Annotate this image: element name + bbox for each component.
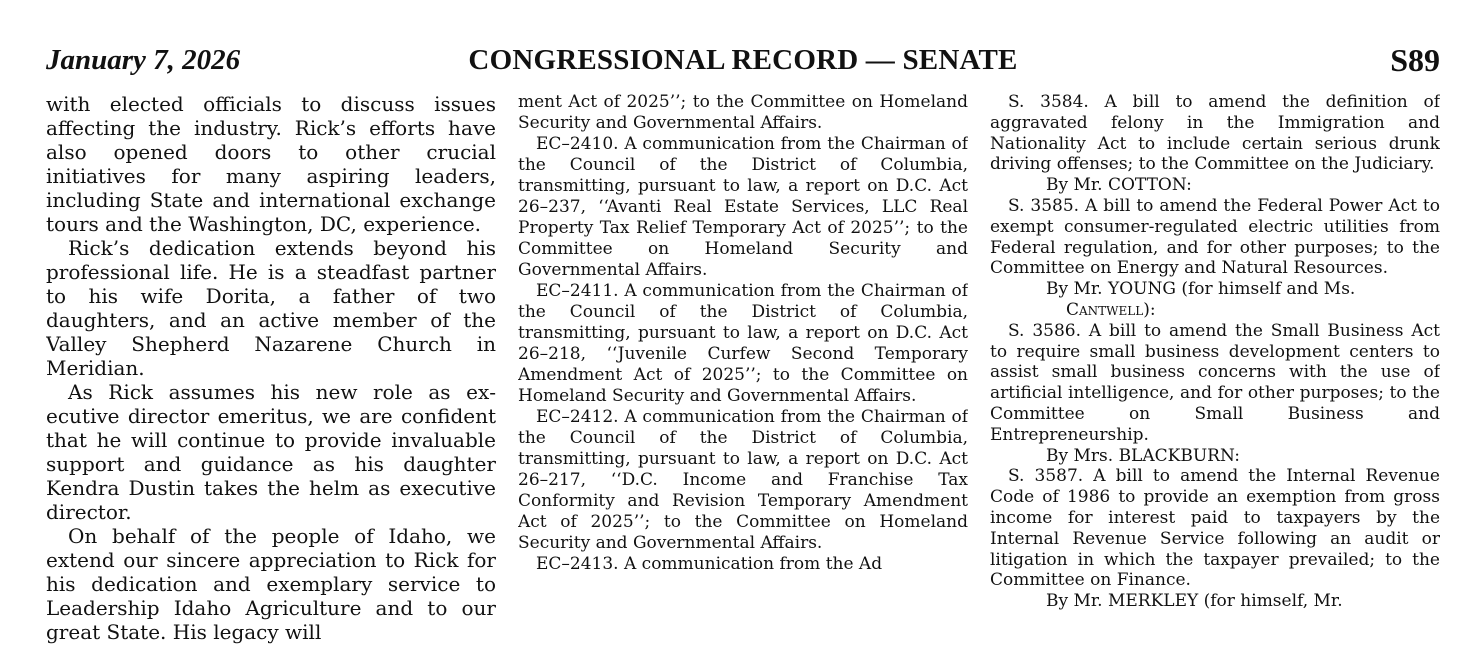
executive-communication: EC–2412. A communication from the Chairman of the Council of the District of Columbia, transmitting, pursuant to law, a report on D.C. Act 26–217, ‘‘D.C. Income and Franchise Tax Conformity and Revision Temporary Amendment Act of 2025’’; to the Committee on Homeland Security and Governmental Affairs. — [518, 407, 968, 553]
paragraph: Rick’s dedication extends beyond his professional life. He is a steadfast partner to his wife Dorita, a father of two daughters, and an active member of the Valley Shepherd Nazarene Church in Meridian. — [46, 236, 496, 380]
sponsor-byline — [990, 279, 1440, 321]
page-header — [46, 40, 1440, 84]
executive-communication: ment Act of 2025’’; to the Committee on Homeland Security and Governmental Affairs. — [518, 92, 968, 133]
column-3 — [990, 92, 1440, 666]
header-date: January 7, 2026 — [46, 44, 241, 76]
bill-s3587: S. 3587. A bill to amend the Internal Revenue Code of 1986 to provide an exemption from gross income for interest paid to taxpayers by the Internal Revenue Service following an audit or litigation in which the taxpayer prevailed; to the Committee on Finance. — [990, 466, 1440, 591]
executive-communication: EC–2411. A communication from the Chairman of the Council of the District of Columbia, transmitting, pursuant to law, a report on D.C. Act 26–218, ‘‘Juvenile Curfew Second Temporary Amendment Act of 2025’’; to the Committee on Homeland Security and Governmental Affairs. — [518, 281, 968, 406]
executive-communication: EC–2413. A communication from the Ad — [536, 554, 883, 574]
sponsor-byline: By Mr. MERKLEY (for himself, Mr. — [1046, 591, 1343, 612]
sponsor-byline: By Mrs. BLACKBURN: — [1046, 445, 1240, 466]
bill-s3584: S. 3584. A bill to amend the definition of aggravated felony in the Immigration and Nationality Act to include certain serious drunk driving offenses; to the Committee on the Judiciary. — [990, 92, 1440, 175]
paragraph: with elected officials to discuss issues affecting the industry. Rick’s efforts have also opened doors to other crucial initiatives for many aspiring leaders, including State and international exchange tours and the Washington, DC, experience. — [46, 92, 496, 236]
bill-s3585: S. 3585. A bill to amend the Federal Power Act to exempt consumer-regulated electric utilities from Federal regulation, and for other purposes; to the Committee on Energy and Natural Resources. — [990, 195, 1440, 279]
byline-text: By Mr. YOUNG (for himself and Ms. — [1046, 279, 1356, 300]
header-title: CONGRESSIONAL RECORD — SENATE — [468, 44, 1018, 76]
executive-communication: EC–2410. A communication from the Chairman of the Council of the District of Columbia, transmitting, pursuant to law, a report on D.C. Act 26–237, ‘‘Avanti Real Estate Services, LLC Real Property Tax Relief Temporary Act of 2025’’; to the Committee on Homeland Security and Governmental Affairs. — [518, 134, 968, 280]
column-2 — [518, 92, 968, 666]
paragraph: As Rick assumes his new role as executive director emeritus, we are confident that he will continue to provide invaluable support and guidance as his daughter Kendra Dustin takes the helm as executive director. — [46, 380, 496, 524]
header-page-number: S89 — [1390, 42, 1440, 78]
bill-s3586: S. 3586. A bill to amend the Small Business Act to require small business development centers to assist small business concerns with the use of artificial intelligence, and for other purposes; to the Committee on Small Business and Entrepreneurship. — [990, 320, 1440, 445]
byline-punct: ): — [1143, 299, 1156, 320]
paragraph: On behalf of the people of Idaho, we extend our sincere appreciation to Rick for his dedication and exemplary service to Leadership Idaho Agriculture and to our great State. His legacy will — [46, 524, 496, 644]
cosponsor-name: Cantwell — [1066, 299, 1144, 320]
sponsor-byline: By Mr. COTTON: — [1046, 175, 1192, 196]
column-1 — [46, 92, 496, 666]
